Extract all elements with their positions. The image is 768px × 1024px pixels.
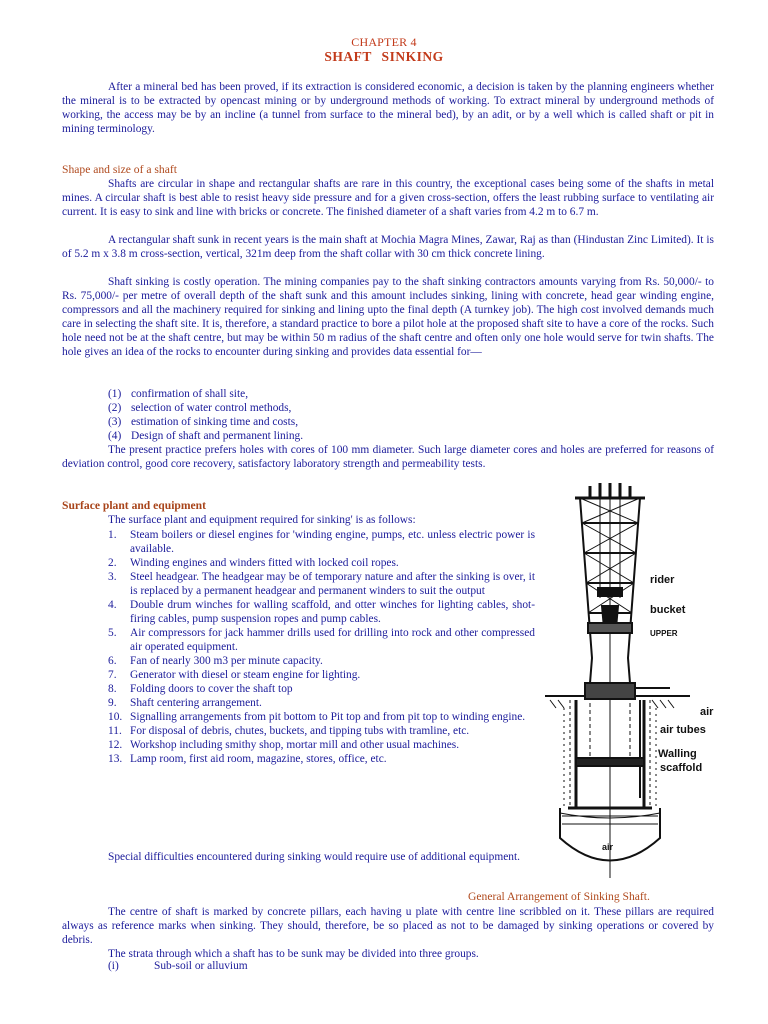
chapter-number: CHAPTER 4 bbox=[351, 35, 417, 49]
strata-item-number: (i) bbox=[108, 960, 119, 972]
paragraph-rectangular-shaft: A rectangular shaft sunk in recent years is the main shaft at Mochia Magra Mines, Zawar, Raj as than (Hindustan Zinc Limited). It is of 5.2 m x 3.8 m cross-section, vertical, 321m deep from the shaft collar with 30 cm thick concrete lining. bbox=[62, 234, 714, 260]
paragraph-shape: Shafts are circular in shape and rectangular shafts are rare in this country, the exceptional cases being some of the shafts in metal mines. A circular shaft is best able to resist heavy side pressure and for a given cross-section, offers the least rubbing surface to ventilating air current. It is easy to sink and line with bricks or concrete. The finished diameter of a shaft varies from 4.2 m to 6.7 m. bbox=[62, 178, 714, 218]
sinking-shaft-diagram bbox=[540, 478, 730, 878]
section-heading-surface-plant: Surface plant and equipment bbox=[62, 499, 206, 512]
list-item: 2. Winding engines and winders fitted with locked coil ropes. bbox=[108, 557, 399, 569]
chapter-title: SHAFT SINKING bbox=[324, 49, 444, 64]
paragraph-cost: Shaft sinking is costly operation. The mining companies pay to the shaft sinking contractors amounts varying from Rs. 50,000/- to Rs. 75,000/- per metre of overall depth of the shaft sunk and this amount includes sinking, lining with concrete, head gear winding engine, compressors and all the machinery required for sinking and lining upto the final depth (A turnkey job). The high cost involved demands much care in selecting the shaft site. It is, therefore, a standard practice to bore a pilot hole at the proposed shaft site to have a core of the rocks. Such hole need not be at the shaft centre, but may be within 50 m radius of the shaft centre and often only one hole would serve for twin shafts. The hole gives an idea of the rocks to encounter during sinking and provides data essential for— bbox=[62, 276, 714, 358]
paragraph-special-difficulties: Special difficulties encountered during sinking would require use of additional equipment. bbox=[108, 851, 520, 863]
intro-paragraph: After a mineral bed has been proved, if its extraction is considered economic, a decision is taken by the planning engineers whether the mineral is to be extracted by opencast mining or by underground methods of working. To extract mineral by underground methods of working, the access may be by an incline (a tunnel from surface to the mineral bed), by an adit, or by a well which is called shaft or pit in mining terminology. bbox=[62, 81, 714, 135]
pilot-hole-list bbox=[108, 387, 303, 443]
list-item: (4) Design of shaft and permanent lining. bbox=[108, 430, 304, 442]
list-item: 12. Workshop including smithy shop, mortar mill and other usual machines. bbox=[108, 739, 460, 751]
label-air-bottom: air bbox=[602, 842, 614, 852]
list-item: 7. Generator with diesel or steam engine for lighting. bbox=[108, 669, 361, 681]
list-item: 3. Steel headgear. The headgear may be of temporary nature and after the sinking is over, it is replaced by a permanent headgear and permanent winders to suit the output bbox=[108, 571, 535, 597]
list-item: 13. Lamp room, first aid room, magazine, stores, office, etc. bbox=[108, 753, 387, 765]
paragraph-shaft-centre: The centre of shaft is marked by concrete pillars, each having u plate with centre line scribbled on it. These pillars are required always as reference marks when sinking. They should, therefore, be so placed as not to be damaged by sinking operations or covered by debris. bbox=[62, 906, 714, 946]
list-item: 8. Folding doors to cover the shaft top bbox=[108, 683, 293, 695]
label-air: air bbox=[700, 706, 714, 718]
label-scaffold: scaffold bbox=[660, 762, 703, 774]
strata-item-text: Sub-soil or alluvium bbox=[154, 960, 248, 972]
figure-caption: General Arrangement of Sinking Shaft. bbox=[468, 890, 650, 903]
label-walling: Walling bbox=[658, 748, 697, 760]
label-upper: UPPER bbox=[650, 629, 678, 638]
list-item: 4. Double drum winches for walling scaffold, and otter winches for lighting cables, shot-firing cables, pump suspension ropes and pump cables. bbox=[108, 599, 535, 625]
strata-item-1 bbox=[108, 960, 248, 972]
list-item: 6. Fan of nearly 300 m3 per minute capacity. bbox=[108, 655, 323, 667]
label-rider: rider bbox=[650, 574, 675, 586]
equipment-list bbox=[108, 528, 535, 766]
list-item: (2) selection of water control methods, bbox=[108, 402, 292, 414]
list-item: 9. Shaft centering arrangement. bbox=[108, 697, 262, 709]
paragraph-strata: The strata through which a shaft has to be sunk may be divided into three groups. bbox=[108, 948, 479, 960]
list-item: 11. For disposal of debris, chutes, buckets, and tipping tubs with tramline, etc. bbox=[108, 725, 470, 737]
list-item: 5. Air compressors for jack hammer drills used for drilling into rock and other compressed air operated equipment. bbox=[108, 627, 535, 653]
paragraph-core-holes: The present practice prefers holes with cores of 100 mm diameter. Such large diameter cores and holes are preferred for reasons of deviation control, good core recovery, satisfactory laboratory strength and permeability tests. bbox=[62, 444, 714, 470]
list-item: 10. Signalling arrangements from pit bottom to Pit top and from pit top to winding engine. bbox=[108, 711, 526, 723]
list-item: 1. Steam boilers or diesel engines for 'winding engine, pumps, etc. unless electric power is available. bbox=[108, 529, 535, 555]
label-air-tubes: air tubes bbox=[660, 724, 706, 736]
section-heading-shape: Shape and size of a shaft bbox=[62, 163, 177, 176]
list-item: (1) confirmation of shall site, bbox=[108, 388, 249, 400]
surface-plant-intro: The surface plant and equipment required for sinking' is as follows: bbox=[108, 514, 416, 526]
label-bucket: bucket bbox=[650, 604, 686, 616]
list-item: (3) estimation of sinking time and costs, bbox=[108, 416, 299, 428]
